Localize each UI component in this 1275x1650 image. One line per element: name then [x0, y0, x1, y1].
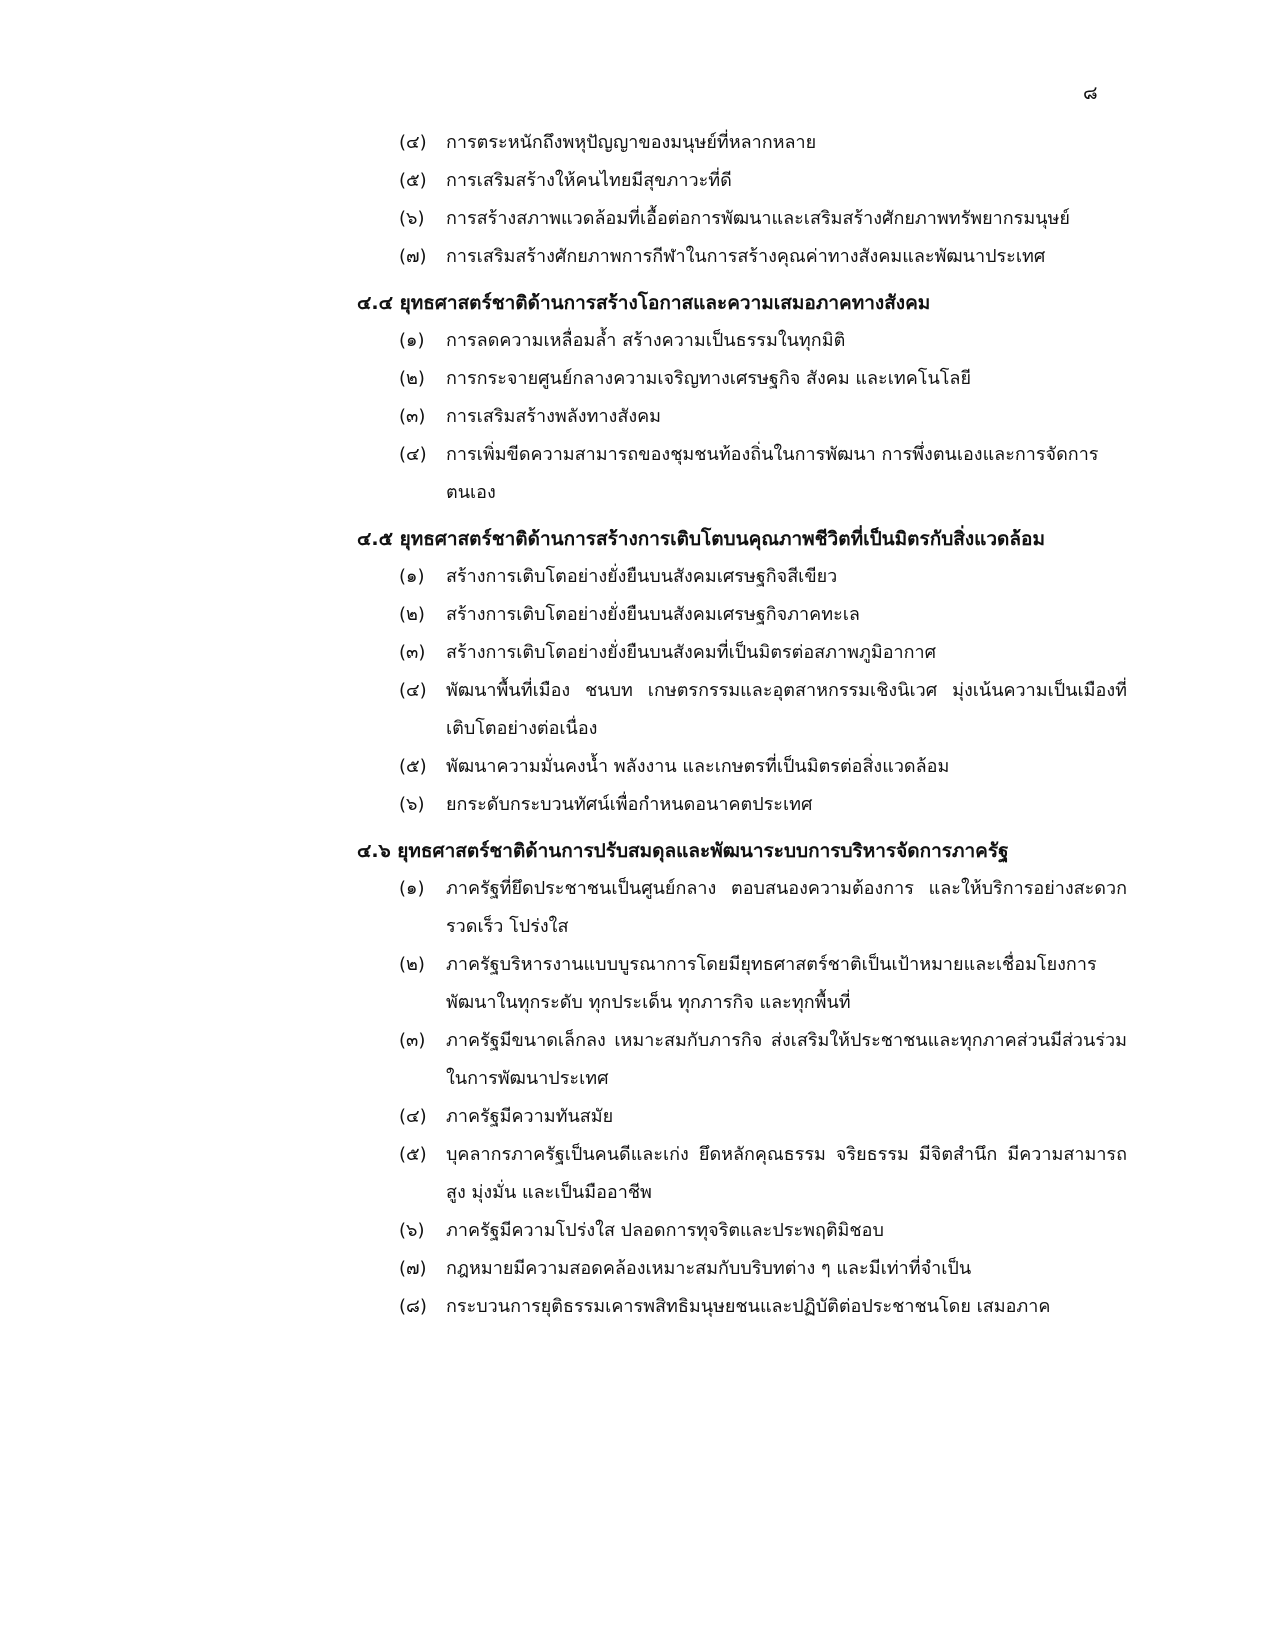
- item-text: การตระหนักถึงพหุปัญญาของมนุษย์ที่หลากหลาย: [446, 132, 817, 153]
- item-number: (๑): [399, 878, 425, 899]
- item-text: พัฒนาพื้นที่เมือง ชนบท เกษตรกรรมและอุตสาหกรรมเชิงนิเวศ มุ่งเน้นความเป็นเมืองที่เติบโตอย่างต่อเนื่อง: [446, 680, 1127, 739]
- item-text: การเสริมสร้างให้คนไทยมีสุขภาวะที่ดี: [446, 170, 732, 191]
- item-number: (๔): [399, 680, 427, 701]
- item-text: สร้างการเติบโตอย่างยั่งยืนบนสังคมเศรษฐกิจภาคทะเล: [446, 604, 860, 625]
- item-number: (๓): [399, 642, 426, 663]
- list-item: [357, 748, 1127, 786]
- section-4-6: [357, 833, 1127, 1326]
- item-number: (๖): [399, 208, 425, 229]
- list-item: [357, 596, 1127, 634]
- item-text: ภาครัฐมีขนาดเล็กลง เหมาะสมกับภารกิจ ส่งเสริมให้ประชาชนและทุกภาคส่วนมีส่วนร่วมในการพัฒนาประเทศ: [446, 1030, 1127, 1089]
- item-text: กฎหมายมีความสอดคล้องเหมาะสมกับบริบทต่าง ๆ และมีเท่าที่จำเป็น: [446, 1258, 972, 1279]
- list-item: [357, 124, 1127, 162]
- item-text: การสร้างสภาพแวดล้อมที่เอื้อต่อการพัฒนาและเสริมสร้างศักยภาพทรัพยากรมนุษย์: [446, 208, 1070, 229]
- item-number: (๒): [399, 954, 425, 975]
- item-text: ภาครัฐมีความโปร่งใส ปลอดการทุจริตและประพฤติมิชอบ: [446, 1220, 884, 1241]
- list-item: [357, 238, 1127, 276]
- item-number: (๑): [399, 566, 425, 587]
- item-number: (๗): [399, 246, 427, 267]
- section-heading: ๔.๕ ยุทธศาสตร์ชาติด้านการสร้างการเติบโตบนคุณภาพชีวิตที่เป็นมิตรกับสิ่งแวดล้อม: [357, 528, 1045, 550]
- item-text: การเสริมสร้างพลังทางสังคม: [446, 406, 662, 427]
- item-number: (๕): [399, 170, 427, 191]
- list-item: [357, 322, 1127, 360]
- section-heading: ๔.๖ ยุทธศาสตร์ชาติด้านการปรับสมดุลและพัฒนาระบบการบริหารจัดการภาครัฐ: [357, 840, 1009, 862]
- page-number: ๘: [1083, 82, 1098, 104]
- item-text: การเพิ่มขีดความสามารถของชุมชนท้องถิ่นในการพัฒนา การพึ่งตนเองและการจัดการตนเอง: [446, 444, 1099, 503]
- item-number: (๖): [399, 794, 425, 815]
- list-item: [357, 1288, 1127, 1326]
- list-item: [357, 1212, 1127, 1250]
- item-text: สร้างการเติบโตอย่างยั่งยืนบนสังคมที่เป็นมิตรต่อสภาพภูมิอากาศ: [446, 642, 937, 663]
- item-text: ภาครัฐมีความทันสมัย: [446, 1106, 614, 1127]
- item-number: (๕): [399, 1144, 427, 1165]
- item-number: (๖): [399, 1220, 425, 1241]
- list-item: [357, 1250, 1127, 1288]
- item-number: (๔): [399, 132, 427, 153]
- item-text: การลดความเหลื่อมล้ำ สร้างความเป็นธรรมในทุกมิติ: [446, 330, 846, 351]
- item-text: ภาครัฐบริหารงานแบบบูรณาการโดยมียุทธศาสตร์ชาติเป็นเป้าหมายและเชื่อมโยงการพัฒนาในทุกระดับ ทุกประเด็น ทุกภารกิจ และทุกพื้นที่: [446, 954, 1097, 1013]
- item-text: สร้างการเติบโตอย่างยั่งยืนบนสังคมเศรษฐกิจสีเขียว: [446, 566, 838, 587]
- item-text: บุคลากรภาครัฐเป็นคนดีและเก่ง ยึดหลักคุณธรรม จริยธรรม มีจิตสำนึก มีความสามารถสูง มุ่งมั่น และเป็นมืออาชีพ: [446, 1144, 1127, 1203]
- document-body: [357, 124, 1127, 1335]
- item-text: ยกระดับกระบวนทัศน์เพื่อกำหนดอนาคตประเทศ: [446, 794, 813, 815]
- list-item: [357, 786, 1127, 824]
- list-item: [357, 360, 1127, 398]
- item-text: พัฒนาความมั่นคงน้ำ พลังงาน และเกษตรที่เป็นมิตรต่อสิ่งแวดล้อม: [446, 756, 950, 777]
- list-item: [357, 1022, 1127, 1098]
- section-continued-list: [357, 124, 1127, 276]
- item-number: (๕): [399, 756, 427, 777]
- section-4-4: [357, 285, 1127, 512]
- list-item: [357, 1098, 1127, 1136]
- list-item: [357, 672, 1127, 748]
- item-number: (๓): [399, 406, 426, 427]
- list-item: [357, 946, 1127, 1022]
- list-item: [357, 200, 1127, 238]
- item-number: (๗): [399, 1258, 427, 1279]
- item-number: (๑): [399, 330, 425, 351]
- item-text: ภาครัฐที่ยึดประชาชนเป็นศูนย์กลาง ตอบสนองความต้องการ และให้บริการอย่างสะดวกรวดเร็ว โปร่งใส: [446, 878, 1127, 937]
- list-item: [357, 162, 1127, 200]
- list-item: [357, 558, 1127, 596]
- item-number: (๒): [399, 368, 425, 389]
- list-item: [357, 1136, 1127, 1212]
- item-text: กระบวนการยุติธรรมเคารพสิทธิมนุษยชนและปฏิบัติต่อประชาชนโดย เสมอภาค: [446, 1296, 1051, 1317]
- list-item: [357, 634, 1127, 672]
- item-number: (๒): [399, 604, 425, 625]
- item-text: การกระจายศูนย์กลางความเจริญทางเศรษฐกิจ สังคม และเทคโนโลยี: [446, 368, 971, 389]
- section-4-5: [357, 521, 1127, 824]
- item-number: (๔): [399, 444, 427, 465]
- item-number: (๘): [399, 1296, 427, 1317]
- list-item: [357, 870, 1127, 946]
- item-text: การเสริมสร้างศักยภาพการกีฬาในการสร้างคุณค่าทางสังคมและพัฒนาประเทศ: [446, 246, 1046, 267]
- list-item: [357, 436, 1127, 512]
- item-number: (๔): [399, 1106, 427, 1127]
- item-number: (๓): [399, 1030, 426, 1051]
- section-heading: ๔.๔ ยุทธศาสตร์ชาติด้านการสร้างโอกาสและความเสมอภาคทางสังคม: [357, 292, 931, 314]
- list-item: [357, 398, 1127, 436]
